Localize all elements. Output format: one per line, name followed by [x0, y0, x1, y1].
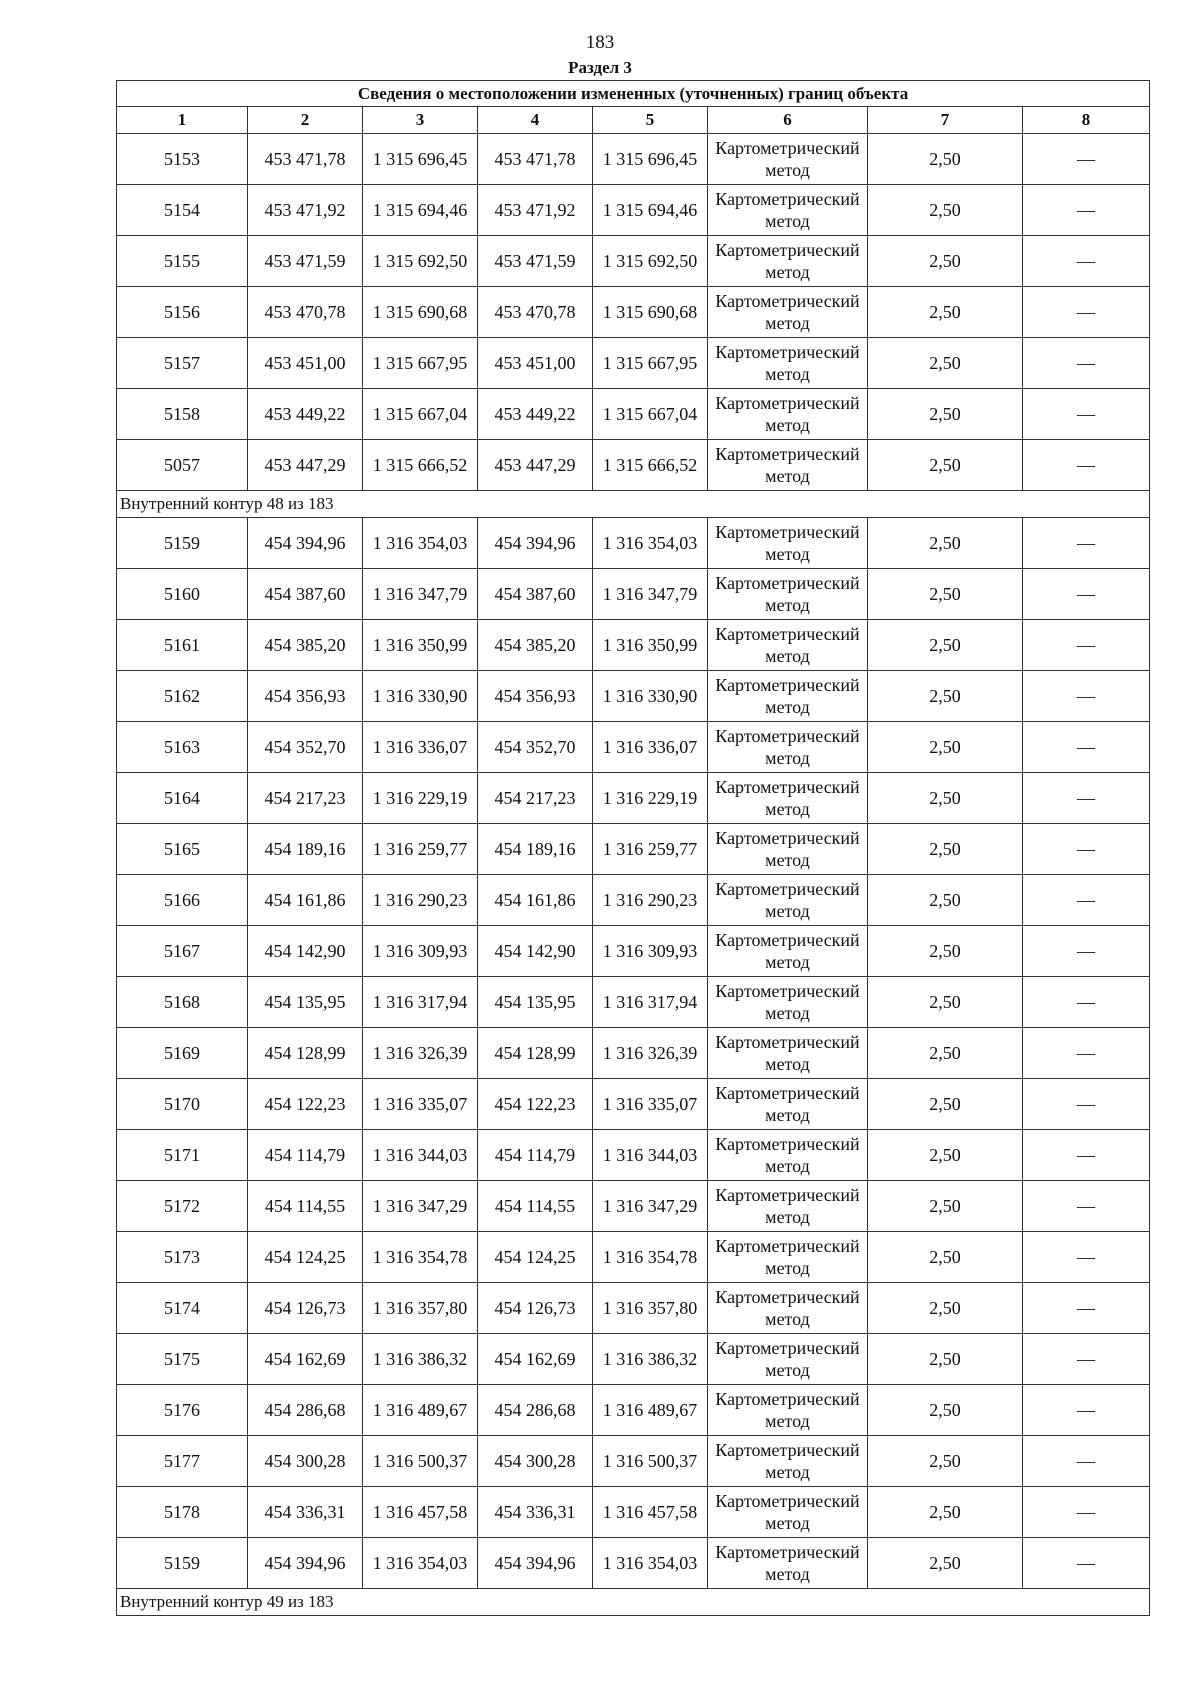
table-cell-col-3: 1 316 336,07	[363, 722, 478, 773]
table-cell-col-1: 5174	[117, 1283, 248, 1334]
table-cell-col-3: 1 316 354,78	[363, 1232, 478, 1283]
table-cell-col-3: 1 315 667,95	[363, 338, 478, 389]
table-cell-col-4: 454 352,70	[478, 722, 593, 773]
table-cell-col-1: 5171	[117, 1130, 248, 1181]
table-cell-col-2: 454 394,96	[248, 1538, 363, 1589]
table-row	[117, 977, 1150, 1028]
table-cell-col-6: Картометрический метод	[708, 1028, 868, 1079]
table-cell-col-6: Картометрический метод	[708, 671, 868, 722]
table-cell-col-3: 1 316 259,77	[363, 824, 478, 875]
table-cell-col-6: Картометрический метод	[708, 722, 868, 773]
table-cell-col-4: 454 394,96	[478, 518, 593, 569]
table-cell-col-7: 2,50	[868, 1385, 1023, 1436]
table-cell-col-2: 454 135,95	[248, 977, 363, 1028]
table-cell-col-4: 453 447,29	[478, 440, 593, 491]
table-cell-col-8: —	[1023, 389, 1150, 440]
table-cell-col-2: 454 128,99	[248, 1028, 363, 1079]
table-row	[117, 1283, 1150, 1334]
table-cell-col-5: 1 316 344,03	[593, 1130, 708, 1181]
table-cell-col-2: 454 385,20	[248, 620, 363, 671]
table-row	[117, 185, 1150, 236]
table-cell-col-1: 5173	[117, 1232, 248, 1283]
table-cell-col-4: 454 356,93	[478, 671, 593, 722]
table-cell-col-6: Картометрический метод	[708, 236, 868, 287]
table-cell-col-3: 1 316 290,23	[363, 875, 478, 926]
table-cell-col-2: 453 470,78	[248, 287, 363, 338]
table-cell-col-6: Картометрический метод	[708, 185, 868, 236]
table-cell-col-5: 1 316 489,67	[593, 1385, 708, 1436]
table-row	[117, 824, 1150, 875]
table-cell-col-3: 1 315 692,50	[363, 236, 478, 287]
table-cell-col-6: Картометрический метод	[708, 1232, 868, 1283]
table-cell-col-1: 5163	[117, 722, 248, 773]
table-cell-col-8: —	[1023, 287, 1150, 338]
table-cell-col-8: —	[1023, 671, 1150, 722]
table-cell-col-4: 454 387,60	[478, 569, 593, 620]
table-cell-col-8: —	[1023, 620, 1150, 671]
table-cell-col-3: 1 316 229,19	[363, 773, 478, 824]
table-cell-col-1: 5166	[117, 875, 248, 926]
table-cell-col-1: 5057	[117, 440, 248, 491]
column-header: 4	[478, 107, 593, 134]
table-cell-col-4: 454 124,25	[478, 1232, 593, 1283]
table-cell-col-6: Картометрический метод	[708, 773, 868, 824]
table-cell-col-7: 2,50	[868, 185, 1023, 236]
table-cell-col-1: 5159	[117, 1538, 248, 1589]
table-cell-col-7: 2,50	[868, 620, 1023, 671]
table-row	[117, 1334, 1150, 1385]
table-cell-col-1: 5169	[117, 1028, 248, 1079]
table-cell-col-2: 454 114,55	[248, 1181, 363, 1232]
table-cell-col-5: 1 316 354,03	[593, 518, 708, 569]
table-row	[117, 1232, 1150, 1283]
table-cell-col-8: —	[1023, 875, 1150, 926]
table-row	[117, 1079, 1150, 1130]
table-cell-col-5: 1 316 326,39	[593, 1028, 708, 1079]
table-cell-col-2: 454 142,90	[248, 926, 363, 977]
table-cell-col-8: —	[1023, 1130, 1150, 1181]
table-cell-col-6: Картометрический метод	[708, 1385, 868, 1436]
table-cell-col-4: 454 394,96	[478, 1538, 593, 1589]
table-cell-col-3: 1 316 354,03	[363, 518, 478, 569]
table-cell-col-6: Картометрический метод	[708, 875, 868, 926]
table-cell-col-7: 2,50	[868, 287, 1023, 338]
table-cell-col-8: —	[1023, 1028, 1150, 1079]
table-caption: Сведения о местоположении измененных (уточненных) границ объекта	[117, 81, 1150, 107]
table-cell-col-2: 454 356,93	[248, 671, 363, 722]
table-cell-col-6: Картометрический метод	[708, 1130, 868, 1181]
table-row	[117, 671, 1150, 722]
table-cell-col-2: 454 161,86	[248, 875, 363, 926]
table-cell-col-7: 2,50	[868, 1079, 1023, 1130]
contour-label: Внутренний контур 48 из 183	[117, 491, 1150, 518]
table-row	[117, 1436, 1150, 1487]
table-cell-col-5: 1 316 290,23	[593, 875, 708, 926]
table-row	[117, 1181, 1150, 1232]
table-cell-col-3: 1 316 386,32	[363, 1334, 478, 1385]
table-cell-col-8: —	[1023, 722, 1150, 773]
table-cell-col-4: 454 135,95	[478, 977, 593, 1028]
table-cell-col-7: 2,50	[868, 773, 1023, 824]
table-cell-col-7: 2,50	[868, 977, 1023, 1028]
table-row	[117, 1538, 1150, 1589]
table-cell-col-5: 1 316 335,07	[593, 1079, 708, 1130]
table-cell-col-1: 5177	[117, 1436, 248, 1487]
table-row	[117, 1385, 1150, 1436]
table-cell-col-7: 2,50	[868, 338, 1023, 389]
table-cell-col-5: 1 316 457,58	[593, 1487, 708, 1538]
table-cell-col-4: 453 471,92	[478, 185, 593, 236]
table-cell-col-8: —	[1023, 1232, 1150, 1283]
column-header: 2	[248, 107, 363, 134]
column-header: 6	[708, 107, 868, 134]
table-cell-col-3: 1 316 489,67	[363, 1385, 478, 1436]
table-cell-col-2: 454 126,73	[248, 1283, 363, 1334]
table-cell-col-4: 454 114,79	[478, 1130, 593, 1181]
table-cell-col-2: 453 471,78	[248, 134, 363, 185]
table-cell-col-3: 1 315 696,45	[363, 134, 478, 185]
table-caption-row	[117, 81, 1150, 107]
table-cell-col-7: 2,50	[868, 1538, 1023, 1589]
table-cell-col-8: —	[1023, 338, 1150, 389]
table-cell-col-4: 454 128,99	[478, 1028, 593, 1079]
table-cell-col-6: Картометрический метод	[708, 1181, 868, 1232]
column-header: 1	[117, 107, 248, 134]
table-cell-col-1: 5167	[117, 926, 248, 977]
table-cell-col-6: Картометрический метод	[708, 1538, 868, 1589]
table-cell-col-4: 453 471,78	[478, 134, 593, 185]
table-cell-col-4: 454 142,90	[478, 926, 593, 977]
table-cell-col-7: 2,50	[868, 1334, 1023, 1385]
contour-row	[117, 491, 1150, 518]
table-row	[117, 389, 1150, 440]
column-header: 5	[593, 107, 708, 134]
table-row	[117, 236, 1150, 287]
table-cell-col-5: 1 316 350,99	[593, 620, 708, 671]
table-cell-col-6: Картометрический метод	[708, 1436, 868, 1487]
table-cell-col-7: 2,50	[868, 1181, 1023, 1232]
table-cell-col-7: 2,50	[868, 389, 1023, 440]
table-cell-col-2: 454 387,60	[248, 569, 363, 620]
table-cell-col-4: 453 471,59	[478, 236, 593, 287]
table-cell-col-8: —	[1023, 518, 1150, 569]
table-cell-col-2: 454 189,16	[248, 824, 363, 875]
table-cell-col-2: 454 352,70	[248, 722, 363, 773]
table-row	[117, 518, 1150, 569]
table-cell-col-7: 2,50	[868, 926, 1023, 977]
table-cell-col-1: 5157	[117, 338, 248, 389]
table-cell-col-1: 5165	[117, 824, 248, 875]
table-cell-col-1: 5155	[117, 236, 248, 287]
table-cell-col-7: 2,50	[868, 236, 1023, 287]
table-cell-col-5: 1 316 229,19	[593, 773, 708, 824]
table-cell-col-3: 1 315 667,04	[363, 389, 478, 440]
table-row	[117, 875, 1150, 926]
table-cell-col-6: Картометрический метод	[708, 1283, 868, 1334]
table-cell-col-4: 453 449,22	[478, 389, 593, 440]
table-cell-col-3: 1 316 330,90	[363, 671, 478, 722]
table-cell-col-1: 5153	[117, 134, 248, 185]
table-cell-col-7: 2,50	[868, 722, 1023, 773]
table-cell-col-4: 454 122,23	[478, 1079, 593, 1130]
table-cell-col-2: 453 449,22	[248, 389, 363, 440]
table-cell-col-6: Картометрический метод	[708, 338, 868, 389]
table-cell-col-2: 453 447,29	[248, 440, 363, 491]
contour-row	[117, 1589, 1150, 1616]
table-cell-col-1: 5168	[117, 977, 248, 1028]
table-cell-col-2: 454 122,23	[248, 1079, 363, 1130]
table-cell-col-5: 1 316 330,90	[593, 671, 708, 722]
table-cell-col-1: 5162	[117, 671, 248, 722]
table-cell-col-1: 5158	[117, 389, 248, 440]
table-cell-col-8: —	[1023, 185, 1150, 236]
table-cell-col-6: Картометрический метод	[708, 1079, 868, 1130]
table-cell-col-5: 1 316 317,94	[593, 977, 708, 1028]
table-cell-col-5: 1 316 354,78	[593, 1232, 708, 1283]
table-cell-col-7: 2,50	[868, 1130, 1023, 1181]
table-cell-col-1: 5156	[117, 287, 248, 338]
table-row	[117, 1130, 1150, 1181]
table-cell-col-5: 1 316 500,37	[593, 1436, 708, 1487]
table-cell-col-8: —	[1023, 977, 1150, 1028]
table-row	[117, 620, 1150, 671]
table-cell-col-3: 1 316 500,37	[363, 1436, 478, 1487]
table-cell-col-5: 1 316 357,80	[593, 1283, 708, 1334]
table-cell-col-3: 1 316 326,39	[363, 1028, 478, 1079]
table-cell-col-8: —	[1023, 1538, 1150, 1589]
table-cell-col-1: 5170	[117, 1079, 248, 1130]
column-header: 3	[363, 107, 478, 134]
table-cell-col-8: —	[1023, 824, 1150, 875]
table-cell-col-6: Картометрический метод	[708, 440, 868, 491]
table-cell-col-3: 1 316 350,99	[363, 620, 478, 671]
table-cell-col-6: Картометрический метод	[708, 134, 868, 185]
table-cell-col-7: 2,50	[868, 1232, 1023, 1283]
table-cell-col-2: 454 114,79	[248, 1130, 363, 1181]
table-cell-col-8: —	[1023, 1283, 1150, 1334]
table-row	[117, 1487, 1150, 1538]
table-cell-col-6: Картометрический метод	[708, 1334, 868, 1385]
table-row	[117, 1028, 1150, 1079]
table-cell-col-5: 1 315 694,46	[593, 185, 708, 236]
table-cell-col-4: 454 286,68	[478, 1385, 593, 1436]
table-cell-col-1: 5176	[117, 1385, 248, 1436]
table-cell-col-8: —	[1023, 569, 1150, 620]
table-cell-col-4: 454 385,20	[478, 620, 593, 671]
table-cell-col-8: —	[1023, 926, 1150, 977]
table-cell-col-4: 454 161,86	[478, 875, 593, 926]
table-row	[117, 722, 1150, 773]
table-cell-col-2: 454 336,31	[248, 1487, 363, 1538]
column-header-row	[117, 107, 1150, 134]
table-cell-col-5: 1 315 667,04	[593, 389, 708, 440]
table-body	[117, 134, 1150, 1616]
table-cell-col-6: Картометрический метод	[708, 620, 868, 671]
table-cell-col-2: 454 394,96	[248, 518, 363, 569]
table-cell-col-3: 1 316 357,80	[363, 1283, 478, 1334]
table-cell-col-6: Картометрический метод	[708, 569, 868, 620]
table-cell-col-8: —	[1023, 1181, 1150, 1232]
table-cell-col-3: 1 316 309,93	[363, 926, 478, 977]
table-cell-col-6: Картометрический метод	[708, 389, 868, 440]
table-cell-col-4: 454 162,69	[478, 1334, 593, 1385]
table-cell-col-1: 5159	[117, 518, 248, 569]
table-row	[117, 134, 1150, 185]
table-cell-col-4: 453 470,78	[478, 287, 593, 338]
table-cell-col-8: —	[1023, 1079, 1150, 1130]
table-cell-col-6: Картометрический метод	[708, 824, 868, 875]
table-cell-col-2: 454 217,23	[248, 773, 363, 824]
table-cell-col-7: 2,50	[868, 1487, 1023, 1538]
table-cell-col-6: Картометрический метод	[708, 518, 868, 569]
table-cell-col-2: 453 471,92	[248, 185, 363, 236]
table-cell-col-3: 1 316 335,07	[363, 1079, 478, 1130]
table-cell-col-8: —	[1023, 1385, 1150, 1436]
table-cell-col-1: 5160	[117, 569, 248, 620]
table-cell-col-1: 5154	[117, 185, 248, 236]
table-cell-col-8: —	[1023, 1436, 1150, 1487]
table-cell-col-8: —	[1023, 773, 1150, 824]
table-cell-col-8: —	[1023, 1487, 1150, 1538]
table-cell-col-4: 454 114,55	[478, 1181, 593, 1232]
table-cell-col-2: 454 162,69	[248, 1334, 363, 1385]
table-cell-col-7: 2,50	[868, 134, 1023, 185]
table-cell-col-7: 2,50	[868, 875, 1023, 926]
table-cell-col-6: Картометрический метод	[708, 926, 868, 977]
table-cell-col-8: —	[1023, 134, 1150, 185]
table-cell-col-7: 2,50	[868, 1028, 1023, 1079]
table-cell-col-7: 2,50	[868, 518, 1023, 569]
coordinates-table	[116, 80, 1150, 1616]
table-cell-col-5: 1 316 354,03	[593, 1538, 708, 1589]
table-cell-col-5: 1 315 696,45	[593, 134, 708, 185]
column-header: 8	[1023, 107, 1150, 134]
table-cell-col-8: —	[1023, 440, 1150, 491]
table-cell-col-3: 1 316 317,94	[363, 977, 478, 1028]
table-row	[117, 338, 1150, 389]
table-cell-col-3: 1 316 457,58	[363, 1487, 478, 1538]
table-cell-col-7: 2,50	[868, 440, 1023, 491]
contour-label: Внутренний контур 49 из 183	[117, 1589, 1150, 1616]
table-row	[117, 287, 1150, 338]
table-cell-col-4: 454 336,31	[478, 1487, 593, 1538]
table-cell-col-4: 454 300,28	[478, 1436, 593, 1487]
table-row	[117, 926, 1150, 977]
table-cell-col-7: 2,50	[868, 569, 1023, 620]
table-cell-col-1: 5164	[117, 773, 248, 824]
table-cell-col-1: 5175	[117, 1334, 248, 1385]
column-header: 7	[868, 107, 1023, 134]
table-cell-col-3: 1 315 690,68	[363, 287, 478, 338]
table-cell-col-5: 1 315 666,52	[593, 440, 708, 491]
table-cell-col-7: 2,50	[868, 824, 1023, 875]
table-cell-col-5: 1 315 690,68	[593, 287, 708, 338]
table-cell-col-6: Картометрический метод	[708, 1487, 868, 1538]
table-cell-col-4: 454 126,73	[478, 1283, 593, 1334]
table-cell-col-2: 454 300,28	[248, 1436, 363, 1487]
table-row	[117, 569, 1150, 620]
table-row	[117, 440, 1150, 491]
table-cell-col-7: 2,50	[868, 1436, 1023, 1487]
table-cell-col-6: Картометрический метод	[708, 287, 868, 338]
table-cell-col-2: 453 471,59	[248, 236, 363, 287]
table-cell-col-8: —	[1023, 236, 1150, 287]
table-cell-col-5: 1 316 386,32	[593, 1334, 708, 1385]
table-cell-col-3: 1 316 347,79	[363, 569, 478, 620]
table-cell-col-4: 454 217,23	[478, 773, 593, 824]
table-cell-col-6: Картометрический метод	[708, 977, 868, 1028]
table-cell-col-3: 1 315 694,46	[363, 185, 478, 236]
table-cell-col-1: 5161	[117, 620, 248, 671]
table-cell-col-5: 1 316 336,07	[593, 722, 708, 773]
table-cell-col-1: 5178	[117, 1487, 248, 1538]
table-cell-col-4: 453 451,00	[478, 338, 593, 389]
table-cell-col-5: 1 315 667,95	[593, 338, 708, 389]
table-cell-col-5: 1 316 347,29	[593, 1181, 708, 1232]
table-cell-col-3: 1 316 344,03	[363, 1130, 478, 1181]
table-row	[117, 773, 1150, 824]
table-cell-col-8: —	[1023, 1334, 1150, 1385]
table-cell-col-5: 1 316 309,93	[593, 926, 708, 977]
table-cell-col-2: 453 451,00	[248, 338, 363, 389]
table-cell-col-3: 1 316 347,29	[363, 1181, 478, 1232]
table-cell-col-5: 1 316 347,79	[593, 569, 708, 620]
table-cell-col-2: 454 286,68	[248, 1385, 363, 1436]
table-cell-col-4: 454 189,16	[478, 824, 593, 875]
table-cell-col-7: 2,50	[868, 671, 1023, 722]
table-cell-col-5: 1 316 259,77	[593, 824, 708, 875]
table-cell-col-7: 2,50	[868, 1283, 1023, 1334]
table-cell-col-3: 1 315 666,52	[363, 440, 478, 491]
table-cell-col-1: 5172	[117, 1181, 248, 1232]
section-title: Раздел 3	[568, 58, 632, 77]
page-number: 183	[585, 32, 615, 53]
table-cell-col-3: 1 316 354,03	[363, 1538, 478, 1589]
table-cell-col-5: 1 315 692,50	[593, 236, 708, 287]
table-cell-col-2: 454 124,25	[248, 1232, 363, 1283]
